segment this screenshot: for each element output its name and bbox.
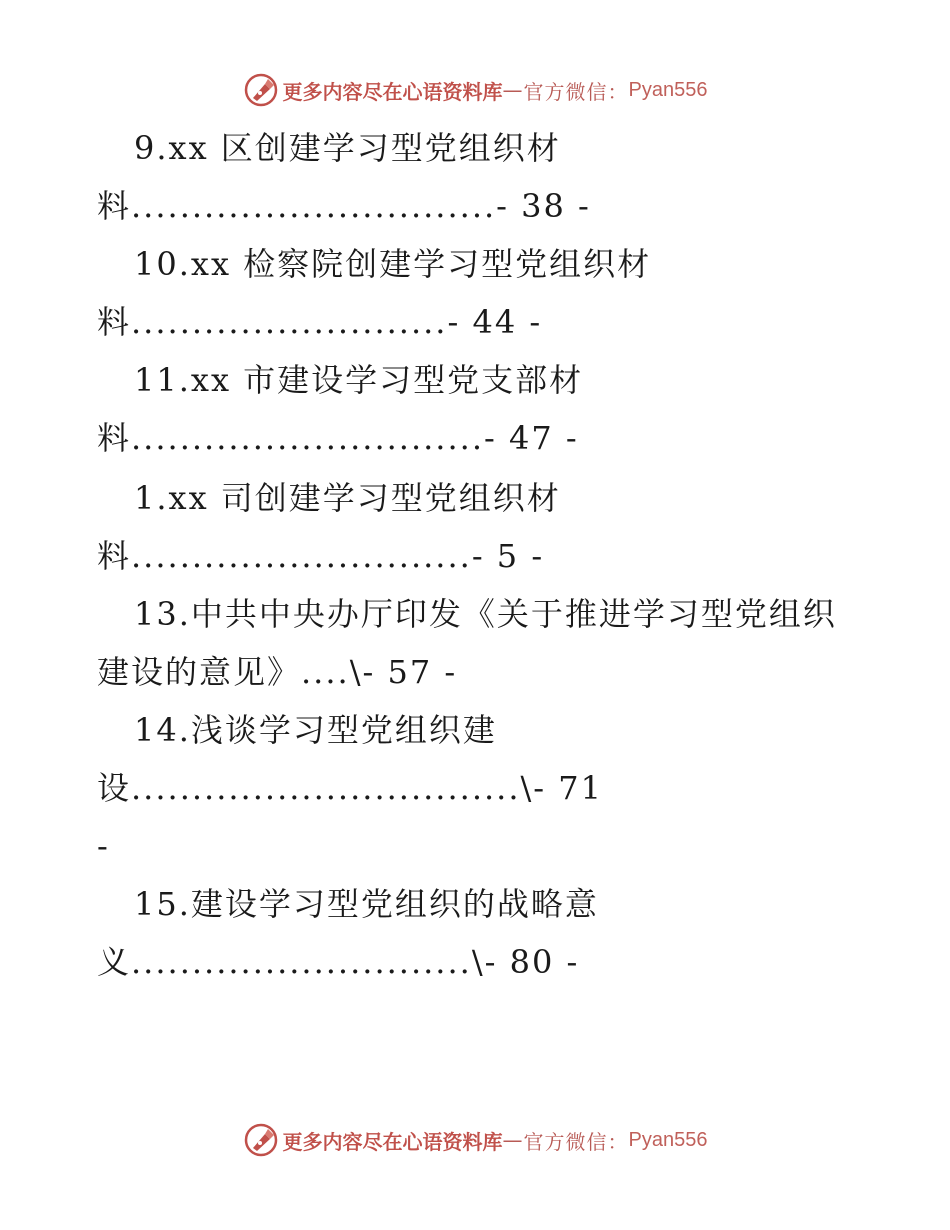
footer-watermark xyxy=(0,1120,950,1160)
banner-wechat-id: Pyan556 xyxy=(628,1128,708,1151)
banner-main-text: 更多内容尽在心语资料库 xyxy=(282,1129,503,1154)
toc-entry-9-title: 9.xx 区创建学习型党组织材 xyxy=(134,129,561,167)
banner-official-label: 官方微信： xyxy=(523,1129,629,1154)
toc-entry-15-leader: 义............................\- 80 - xyxy=(97,943,580,981)
toc-entry-10-title: 10.xx 检察院创建学习型党组织材 xyxy=(134,245,652,283)
banner-official-label: 官方微信： xyxy=(523,79,629,104)
toc-entry-1-leader: 料............................- 5 - xyxy=(97,537,545,575)
toc-entry-11-title: 11.xx 市建设学习型党支部材 xyxy=(134,361,584,399)
toc-entry-11-leader: 料.............................- 47 - xyxy=(97,419,579,457)
toc-entry-1-title: 1.xx 司创建学习型党组织材 xyxy=(134,479,561,517)
banner-main-text: 更多内容尽在心语资料库 xyxy=(282,79,503,104)
fountain-pen-logo-icon xyxy=(243,72,279,108)
toc-entry-14-leader: 设................................\- 71 xyxy=(97,769,603,807)
header-watermark xyxy=(0,70,950,110)
toc-entry-9-leader: 料..............................- 38 - xyxy=(97,187,591,225)
banner-dash: — xyxy=(502,1128,524,1152)
banner-wechat-id: Pyan556 xyxy=(628,78,708,101)
banner-dash: — xyxy=(502,78,524,102)
toc-entry-10-leader: 料..........................- 44 - xyxy=(97,303,543,341)
fountain-pen-logo-icon xyxy=(243,1122,279,1158)
toc-entry-13-leader: 建设的意见》....\- 57 - xyxy=(97,653,458,691)
toc-entry-15-title: 15.建设学习型党组织的战略意 xyxy=(134,885,599,923)
toc-entry-13-title: 13.中共中央办厅印发《关于推进学习型党组织 xyxy=(134,595,837,633)
toc-entry-14-title: 14.浅谈学习型党组织建 xyxy=(134,711,497,749)
toc-entry-14-wrap: - xyxy=(97,827,110,865)
